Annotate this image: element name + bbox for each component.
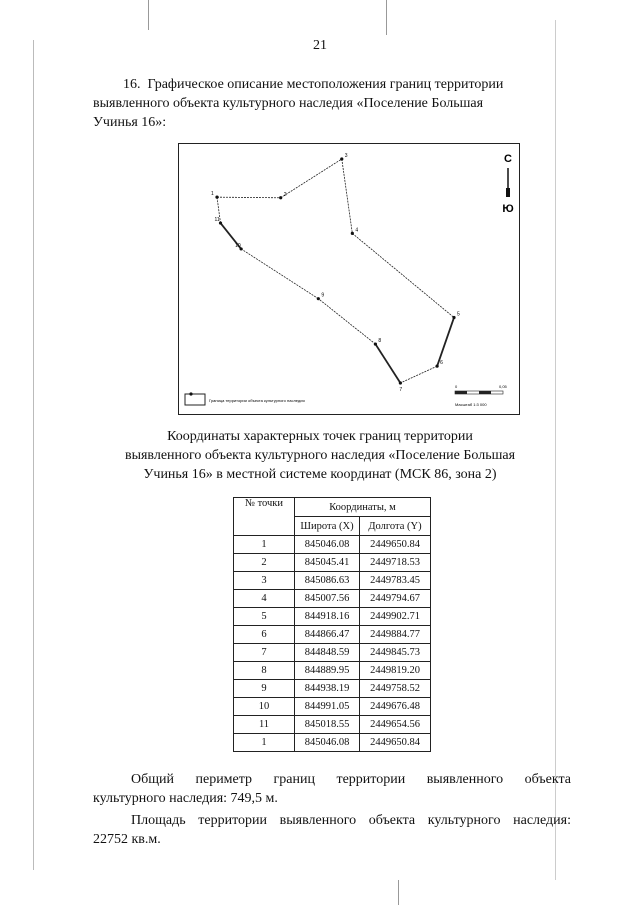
cell-point-number: 1	[234, 734, 295, 752]
section-heading	[93, 75, 571, 132]
compass-south-label: Ю	[502, 203, 514, 215]
cell-point-number: 11	[234, 716, 295, 734]
boundary-segment	[437, 318, 454, 367]
heading-line-3: Учинья 16»:	[93, 115, 167, 130]
boundary-segment	[352, 233, 454, 317]
cell-latitude: 845045.41	[295, 554, 360, 572]
table-row	[234, 698, 431, 716]
boundary-point	[452, 316, 455, 319]
table-row	[234, 644, 431, 662]
perimeter-word: территории	[336, 772, 406, 787]
cell-latitude: 844848.59	[295, 644, 360, 662]
cell-point-number: 5	[234, 608, 295, 626]
area-line-2: 22752 кв.м.	[93, 832, 161, 847]
perimeter-paragraph	[93, 770, 571, 808]
point-label: 3	[344, 153, 348, 159]
table-row	[234, 536, 431, 554]
boundary-point	[351, 232, 354, 235]
point-label: 9	[321, 292, 325, 299]
scale-end-label: 0,05	[499, 384, 507, 389]
perimeter-word: выявленного	[426, 772, 504, 787]
compass-arrow-head	[506, 188, 510, 197]
boundary-point	[399, 381, 402, 384]
boundary-segment	[400, 366, 437, 383]
table-row	[234, 680, 431, 698]
table-row	[234, 626, 431, 644]
scan-artifact-line	[398, 880, 399, 905]
cell-point-number: 10	[234, 698, 295, 716]
table-row	[234, 554, 431, 572]
cell-latitude: 845086.63	[295, 572, 360, 590]
cell-latitude: 844991.05	[295, 698, 360, 716]
cell-latitude: 845007.56	[295, 590, 360, 608]
point-label: 4	[355, 227, 359, 234]
scale-caption: Масштаб 1:3 000	[455, 402, 487, 407]
scan-artifact-line	[148, 0, 149, 30]
heading-line-2: выявленного объекта культурного наследия «Поселение Большая	[93, 96, 484, 111]
cell-latitude: 844938.19	[295, 680, 360, 698]
cell-point-number: 2	[234, 554, 295, 572]
boundary-segment	[342, 159, 353, 233]
scan-artifact-line	[386, 0, 387, 35]
cell-point-number: 1	[234, 536, 295, 554]
perimeter-word: объекта	[524, 772, 571, 787]
cell-latitude: 844866.47	[295, 626, 360, 644]
cell-longitude: 2449718.53	[360, 554, 431, 572]
legend-text: Граница территории объекта культурного наследия	[209, 398, 305, 403]
boundary-point	[215, 196, 218, 199]
cell-longitude: 2449650.84	[360, 734, 431, 752]
cell-point-number: 8	[234, 662, 295, 680]
point-label: 10	[235, 242, 241, 249]
table-row	[234, 662, 431, 680]
table-row	[234, 608, 431, 626]
cell-longitude: 2449845.73	[360, 644, 431, 662]
compass-north-label: С	[504, 153, 512, 165]
cell-longitude: 2449654.56	[360, 716, 431, 734]
point-label: 7	[399, 386, 403, 393]
scan-artifact-line	[555, 20, 556, 880]
table-row	[234, 590, 431, 608]
boundary-segment	[318, 299, 375, 344]
cell-latitude: 844889.95	[295, 662, 360, 680]
cell-point-number: 3	[234, 572, 295, 590]
table-row	[234, 716, 431, 734]
cell-longitude: 2449650.84	[360, 536, 431, 554]
table-row	[234, 734, 431, 752]
point-label: 5	[457, 311, 460, 318]
caption-line-3: Учинья 16» в местной системе координат (МСК 86, зона 2)	[143, 467, 497, 482]
scale-bar-segment	[479, 391, 491, 394]
map-scale	[455, 384, 508, 407]
boundary-map	[178, 143, 520, 415]
boundary-point	[436, 365, 439, 368]
legend-point-icon	[189, 392, 192, 395]
boundary-segment	[375, 344, 400, 383]
scan-artifact-line	[33, 40, 34, 870]
point-label: 8	[378, 338, 382, 345]
map-legend	[185, 392, 305, 405]
boundary-point	[340, 157, 343, 160]
perimeter-line-2: культурного наследия: 749,5 м.	[93, 791, 278, 806]
cell-point-number: 9	[234, 680, 295, 698]
area-line-1: Площадь территории выявленного объекта культурного наследия:	[131, 813, 571, 828]
cell-longitude: 2449758.52	[360, 680, 431, 698]
cell-point-number: 7	[234, 644, 295, 662]
scale-bar-segment	[455, 391, 467, 394]
point-label: 6	[440, 360, 443, 367]
section-number: 16.	[123, 77, 141, 92]
boundary-map-svg	[179, 144, 519, 414]
cell-longitude: 2449884.77	[360, 626, 431, 644]
point-label: 11	[214, 217, 220, 224]
boundary-segment	[281, 159, 342, 198]
page-number: 21	[313, 38, 327, 53]
boundary-point	[317, 297, 320, 300]
perimeter-word: границ	[273, 772, 315, 787]
cell-point-number: 4	[234, 590, 295, 608]
area-paragraph	[93, 811, 571, 849]
point-label: 2	[283, 191, 287, 198]
col-header-lon: Долгота (Y)	[360, 517, 431, 536]
caption-line-1: Координаты характерных точек границ территории	[167, 429, 473, 444]
cell-longitude: 2449819.20	[360, 662, 431, 680]
caption-line-2: выявленного объекта культурного наследия «Поселение Большая	[124, 448, 516, 463]
heading-line-1: Графическое описание местоположения границ территории	[147, 77, 504, 92]
col-header-coords: Координаты, м	[295, 498, 431, 517]
scale-start-label: 0	[455, 384, 458, 389]
boundary-point	[279, 196, 282, 199]
compass	[502, 153, 513, 215]
cell-latitude: 845046.08	[295, 734, 360, 752]
legend-swatch	[185, 394, 205, 405]
cell-longitude: 2449676.48	[360, 698, 431, 716]
col-header-lat: Широта (X)	[295, 517, 360, 536]
cell-point-number: 6	[234, 626, 295, 644]
boundary-point	[374, 342, 377, 345]
table-row	[234, 572, 431, 590]
perimeter-word: Общий	[131, 772, 174, 787]
cell-latitude: 844918.16	[295, 608, 360, 626]
cell-longitude: 2449783.45	[360, 572, 431, 590]
cell-latitude: 845046.08	[295, 536, 360, 554]
cell-longitude: 2449902.71	[360, 608, 431, 626]
coordinates-table	[233, 497, 431, 752]
boundary-segment	[241, 249, 318, 299]
col-header-point: № точки	[234, 498, 295, 536]
table-caption	[100, 427, 540, 484]
perimeter-word: периметр	[195, 772, 253, 787]
point-label: 1	[211, 191, 214, 198]
cell-latitude: 845018.55	[295, 716, 360, 734]
cell-longitude: 2449794.67	[360, 590, 431, 608]
boundary-segment	[217, 197, 281, 198]
